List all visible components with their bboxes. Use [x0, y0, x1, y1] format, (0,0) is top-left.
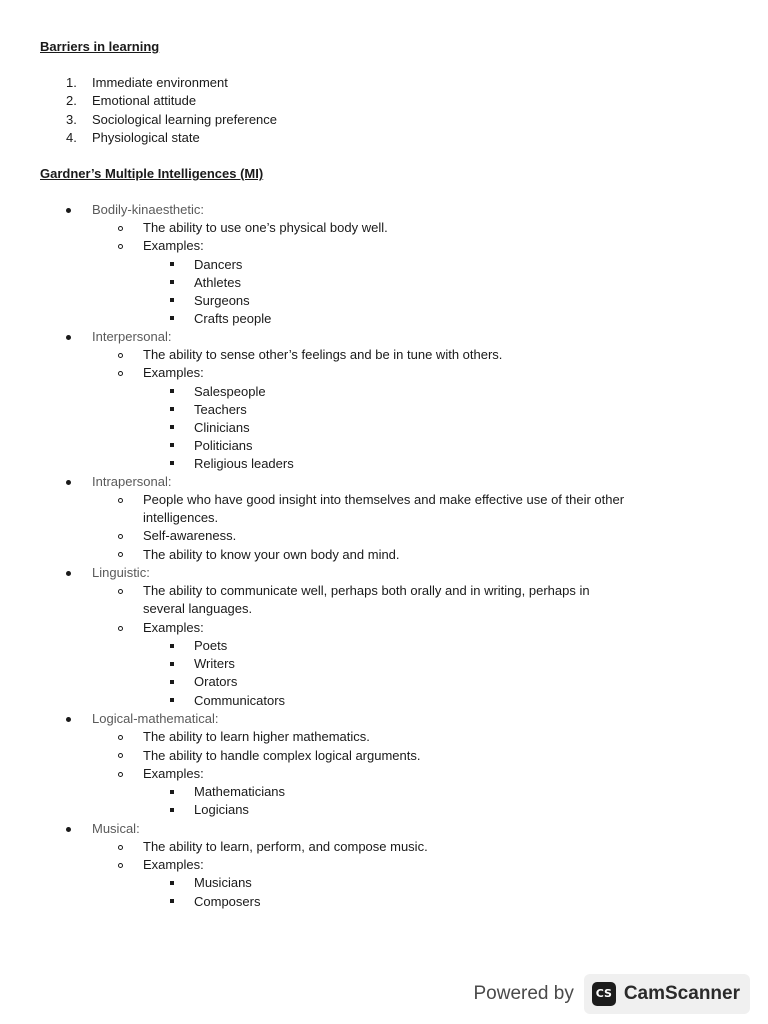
- circle-bullet-icon: [118, 626, 123, 631]
- examples-label: Examples:: [143, 857, 204, 872]
- square-bullet-icon: [170, 262, 174, 266]
- circle-bullet-icon: [118, 244, 123, 249]
- intelligence-title: Bodily-kinaesthetic:: [92, 202, 204, 217]
- circle-bullet-icon: [118, 371, 123, 376]
- square-bullet-icon: [170, 698, 174, 702]
- intelligence-title: Logical-mathematical:: [92, 711, 219, 726]
- example-item: Crafts people: [194, 311, 272, 326]
- bullet-icon: [66, 480, 71, 485]
- example-item: Athletes: [194, 275, 241, 290]
- example-item: Composers: [194, 894, 261, 909]
- circle-bullet-icon: [118, 753, 123, 758]
- square-bullet-icon: [170, 389, 174, 393]
- intelligence-title: Interpersonal:: [92, 329, 172, 344]
- list-item-continued: several languages.: [143, 601, 253, 616]
- list-item: The ability to use one’s physical body well.: [143, 220, 388, 235]
- list-item: Immediate environment: [92, 75, 228, 90]
- barriers-heading: Barriers in learning: [40, 39, 160, 54]
- circle-bullet-icon: [118, 589, 123, 594]
- list-item-continued: intelligences.: [143, 510, 219, 525]
- example-item: Poets: [194, 638, 228, 653]
- circle-bullet-icon: [118, 845, 123, 850]
- circle-bullet-icon: [118, 552, 123, 557]
- circle-bullet-icon: [118, 498, 123, 503]
- bullet-icon: [66, 571, 71, 576]
- example-item: Religious leaders: [194, 456, 294, 471]
- list-item: Sociological learning preference: [92, 112, 278, 127]
- camscanner-badge: [584, 974, 750, 1014]
- example-item: Politicians: [194, 438, 253, 453]
- camscanner-brand-text: CamScanner: [623, 983, 740, 1004]
- square-bullet-icon: [170, 461, 174, 465]
- square-bullet-icon: [170, 881, 174, 885]
- square-bullet-icon: [170, 899, 174, 903]
- list-number: 3.: [66, 112, 77, 127]
- square-bullet-icon: [170, 425, 174, 429]
- square-bullet-icon: [170, 808, 174, 812]
- bullet-icon: [66, 827, 71, 832]
- examples-label: Examples:: [143, 620, 204, 635]
- camscanner-watermark: [473, 974, 750, 1014]
- example-item: Logicians: [194, 802, 249, 817]
- list-item: The ability to sense other’s feelings and be in tune with others.: [143, 347, 503, 362]
- list-item: The ability to communicate well, perhaps both orally and in writing, perhaps in: [143, 583, 590, 598]
- list-item: The ability to know your own body and mind.: [143, 547, 400, 562]
- example-item: Teachers: [194, 402, 247, 417]
- intelligence-title: Intrapersonal:: [92, 474, 172, 489]
- example-item: Orators: [194, 674, 238, 689]
- circle-bullet-icon: [118, 534, 123, 539]
- example-item: Salespeople: [194, 384, 266, 399]
- square-bullet-icon: [170, 644, 174, 648]
- square-bullet-icon: [170, 443, 174, 447]
- intelligence-title: Linguistic:: [92, 565, 150, 580]
- list-item: The ability to learn higher mathematics.: [143, 729, 370, 744]
- examples-label: Examples:: [143, 238, 204, 253]
- square-bullet-icon: [170, 662, 174, 666]
- examples-label: Examples:: [143, 365, 204, 380]
- intelligence-title: Musical:: [92, 821, 140, 836]
- example-item: Mathematicians: [194, 784, 286, 799]
- bullet-icon: [66, 335, 71, 340]
- square-bullet-icon: [170, 680, 174, 684]
- circle-bullet-icon: [118, 226, 123, 231]
- list-number: 4.: [66, 130, 77, 145]
- bullet-icon: [66, 717, 71, 722]
- example-item: Clinicians: [194, 420, 250, 435]
- list-item: Emotional attitude: [92, 93, 197, 108]
- list-item: The ability to learn, perform, and compose music.: [143, 839, 428, 854]
- examples-label: Examples:: [143, 766, 204, 781]
- list-item: People who have good insight into themselves and make effective use of their other: [143, 492, 625, 507]
- example-item: Surgeons: [194, 293, 250, 308]
- example-item: Dancers: [194, 257, 243, 272]
- circle-bullet-icon: [118, 772, 123, 777]
- mi-heading: Gardner’s Multiple Intelligences (MI): [40, 166, 264, 181]
- example-item: Musicians: [194, 875, 252, 890]
- circle-bullet-icon: [118, 353, 123, 358]
- circle-bullet-icon: [118, 735, 123, 740]
- circle-bullet-icon: [118, 863, 123, 868]
- example-item: Communicators: [194, 693, 286, 708]
- powered-by-text: Powered by: [473, 983, 574, 1004]
- square-bullet-icon: [170, 316, 174, 320]
- list-item: The ability to handle complex logical arguments.: [143, 748, 421, 763]
- square-bullet-icon: [170, 280, 174, 284]
- bullet-icon: [66, 208, 71, 213]
- list-number: 2.: [66, 93, 77, 108]
- camscanner-logo-icon: CS: [592, 982, 616, 1006]
- list-item: Physiological state: [92, 130, 200, 145]
- square-bullet-icon: [170, 790, 174, 794]
- square-bullet-icon: [170, 407, 174, 411]
- square-bullet-icon: [170, 298, 174, 302]
- example-item: Writers: [194, 656, 235, 671]
- list-item: Self-awareness.: [143, 528, 237, 543]
- list-number: 1.: [66, 75, 77, 90]
